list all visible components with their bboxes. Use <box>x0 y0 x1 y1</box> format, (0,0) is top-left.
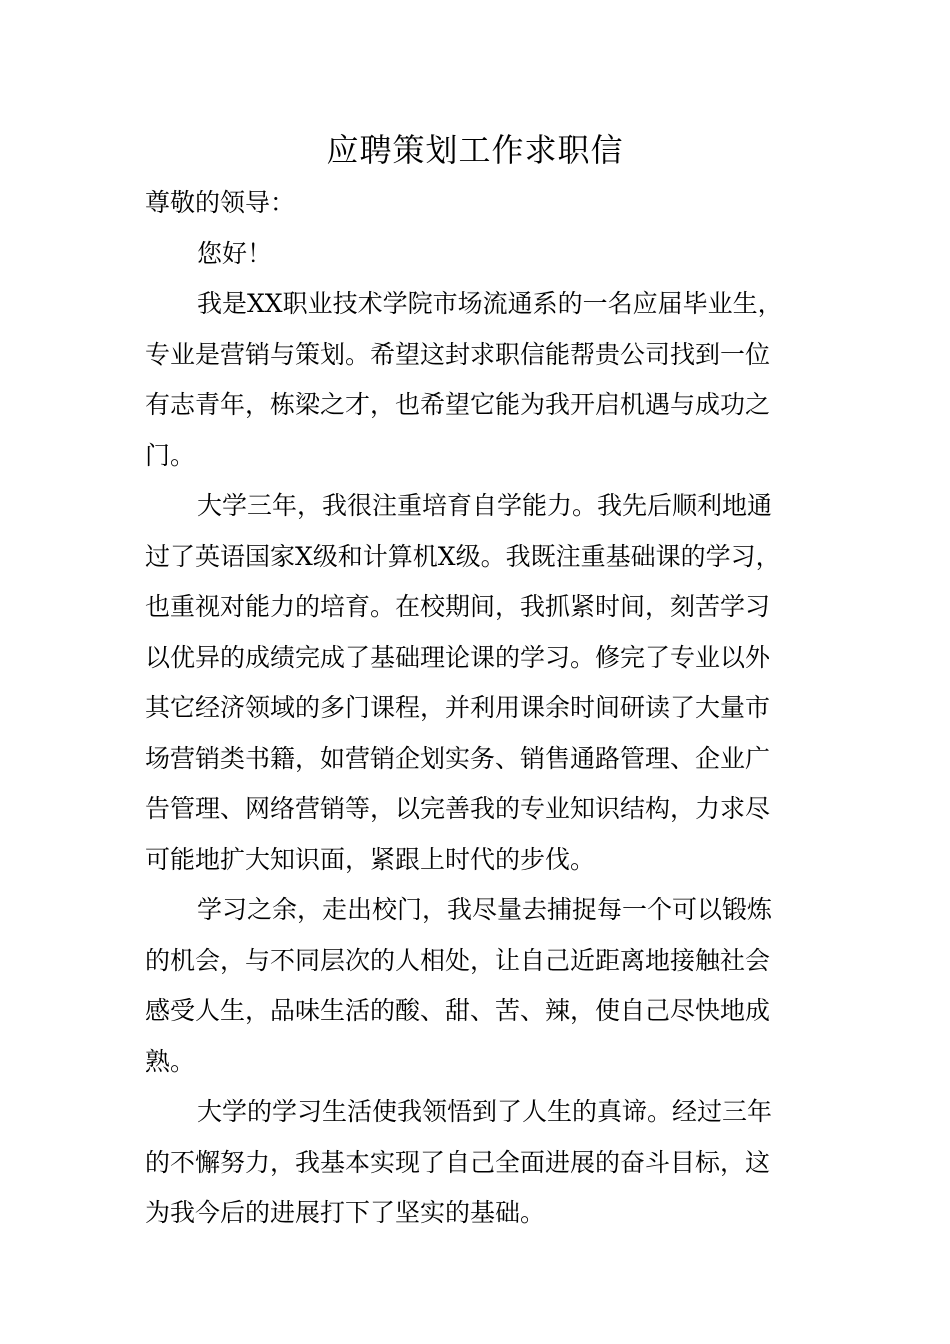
paragraph-line: 学习之余，走出校门，我尽量去捕捉每一个可以锻炼 <box>197 895 773 924</box>
paragraph-line: 为我今后的进展打下了坚实的基础。 <box>145 1198 546 1227</box>
letter-body <box>145 178 810 1239</box>
document-title: 应聘策划工作求职信 <box>326 131 624 169</box>
paragraph-1 <box>145 279 810 481</box>
greeting: 您好！ <box>197 238 273 268</box>
paragraph-line: 其它经济领域的多门课程，并利用课余时间研读了大量市 <box>145 693 771 722</box>
paragraph-line: 也重视对能力的培育。在校期间，我抓紧时间，刻苦学习 <box>145 592 771 621</box>
paragraph-line: 告管理、网络营销等，以完善我的专业知识结构，力求尽 <box>145 794 771 823</box>
paragraph-line: 熟。 <box>145 1046 196 1076</box>
paragraph-line: 可能地扩大知识面，紧跟上时代的步伐。 <box>145 844 596 874</box>
paragraph-3 <box>145 885 810 1087</box>
paragraph-4 <box>145 1087 810 1239</box>
paragraph-line: 大学三年，我很注重培育自学能力。我先后顺利地通 <box>197 491 773 520</box>
paragraph-line: 感受人生，品味生活的酸、甜、苦、辣，使自己尽快地成 <box>145 996 771 1025</box>
paragraph-line: 场营销类书籍，如营销企划实务、销售通路管理、企业广 <box>145 743 771 773</box>
paragraph-line: 过了英语国家X级和计算机X级。我既注重基础课的学习， <box>145 541 781 571</box>
paragraph-line: 的机会，与不同层次的人相处，让自己近距离地接触社会 <box>145 945 771 975</box>
salutation: 尊敬的领导： <box>145 188 296 217</box>
paragraph-line: 门。 <box>145 440 196 470</box>
paragraph-line: 有志青年，栋梁之才，也希望它能为我开启机遇与成功之 <box>145 390 771 419</box>
paragraph-line: 我是XX职业技术学院市场流通系的一名应届毕业生， <box>197 289 783 318</box>
paragraph-line: 专业是营销与策划。希望这封求职信能帮贵公司找到一位 <box>145 339 771 369</box>
paragraph-line: 的不懈努力，我基本实现了自己全面进展的奋斗目标，这 <box>145 1147 771 1177</box>
paragraph-line: 大学的学习生活使我领悟到了人生的真谛。经过三年 <box>197 1097 773 1126</box>
paragraph-line: 以优异的成绩完成了基础理论课的学习。修完了专业以外 <box>145 642 771 672</box>
paragraph-2 <box>145 481 810 885</box>
